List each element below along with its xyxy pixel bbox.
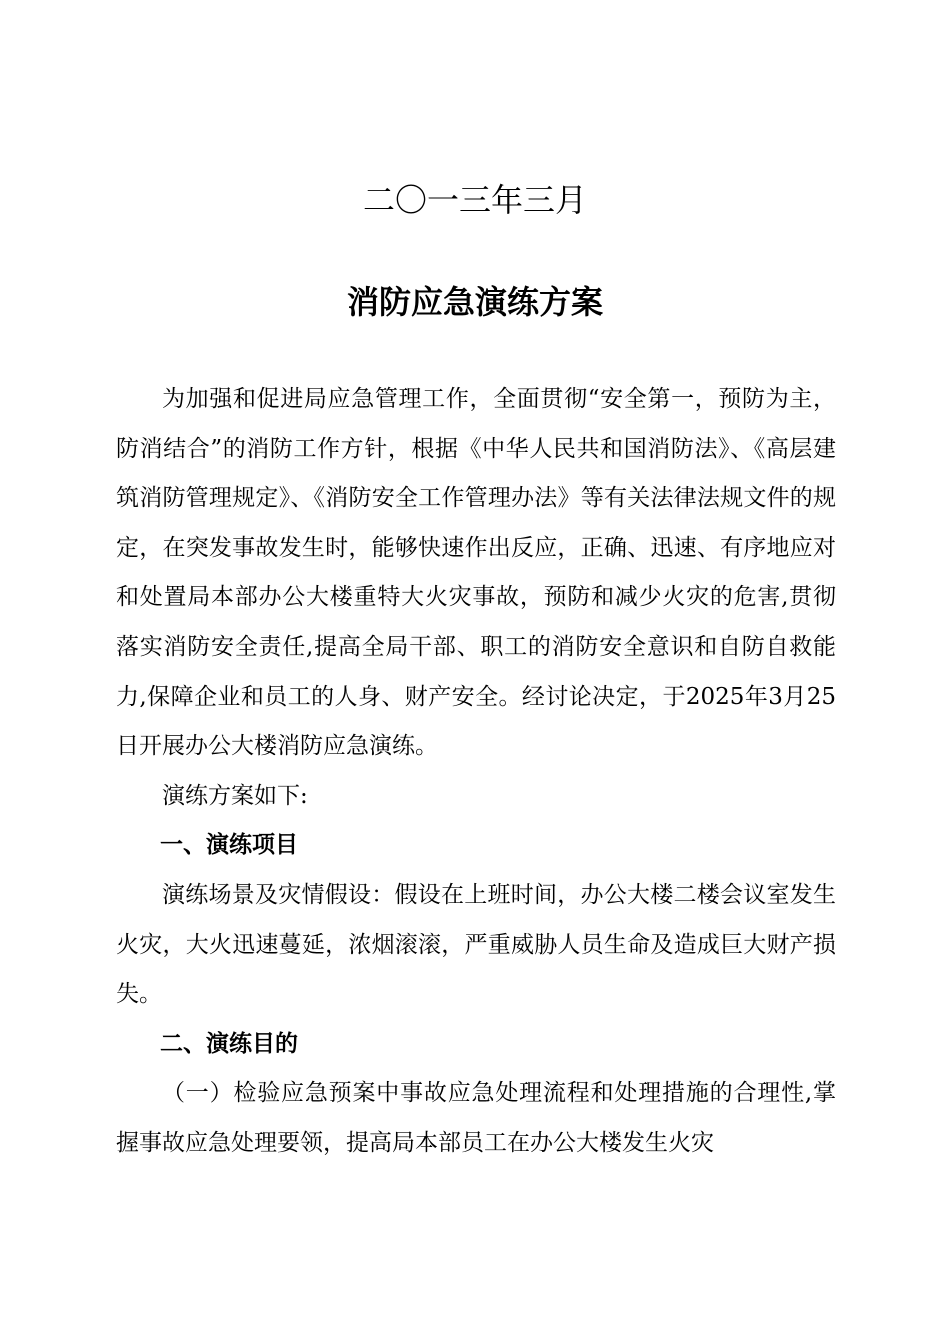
section-2-item-1-paragraph: （一）检验应急预案中事故应急处理流程和处理措施的合理性,掌握事故应急处理要领，提高局本部员工在办公大楼发生火灾 (116, 1080, 836, 1156)
intro-paragraph: 为加强和促进局应急管理工作，全面贯彻“安全第一，预防为主，防消结合”的消防工作方针，根据《中华人民共和国消防法》、《高层建筑消防管理规定》、《消防安全工作管理办法》等有关法律法规文件的规定，在突发事故发生时，能够快速作出反应，正确、迅速、有序地应对和处置局本部办公大楼重特大火灾事故，预防和减少火灾的危害,贯彻落实消防安全责任,提高全局干部、职工的消防安全意识和自防自救能力,保障企业和员工的人身、财产安全。经讨论决定，于2025年3月25日开展办公大楼消防应急演练。 (116, 386, 836, 760)
section-1-paragraph: 演练场景及灾情假设：假设在上班时间，办公大楼二楼会议室发生火灾，大火迅速蔓延，浓烟滚滚，严重威胁人员生命及造成巨大财产损失。 (116, 881, 836, 1008)
date-line: 二〇一三年三月 (362, 181, 587, 219)
plan-intro-paragraph: 演练方案如下: (162, 782, 308, 809)
section-2-heading: 二、演练目的 (160, 1030, 298, 1057)
document-body (116, 375, 836, 1169)
section-1-heading: 一、演练项目 (160, 832, 298, 859)
document-title: 消防应急演练方案 (346, 283, 603, 321)
